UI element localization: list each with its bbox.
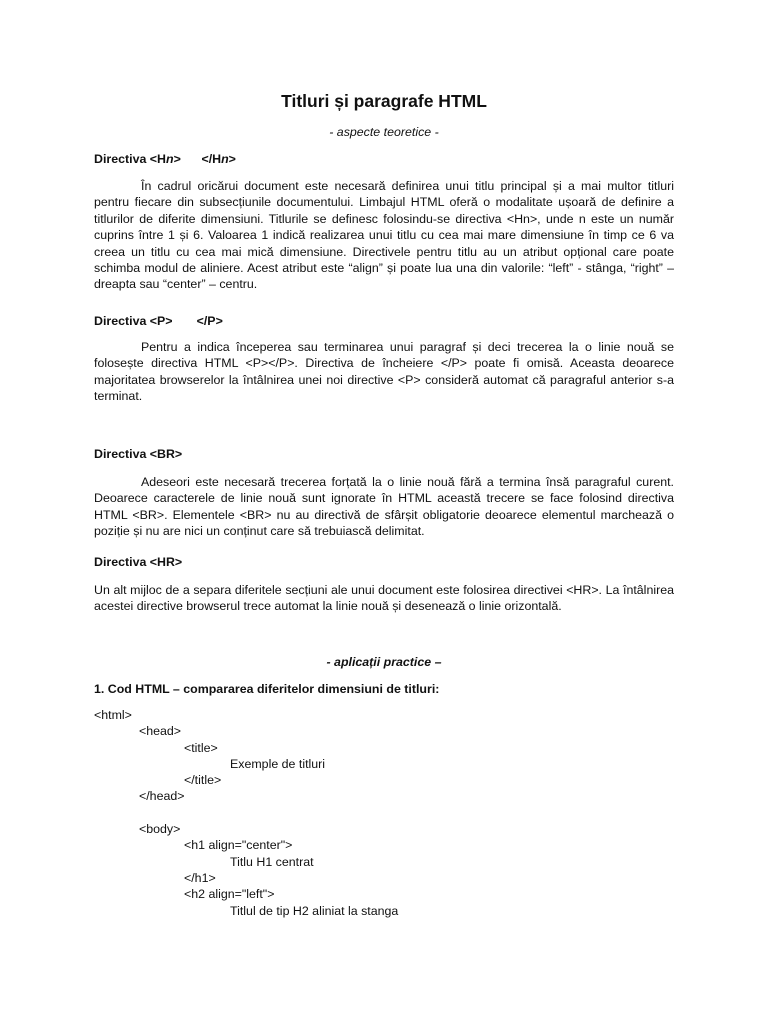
section-heading-p: Directiva <P> </P> [94, 314, 223, 328]
section-paragraph-hn: În cadrul oricărui document este necesară definirea unui titlu principal și a mai multor titluri pentru fiecare din subsecțiunile documentului. Limbajul HTML oferă o modalitate ușoară de definire a titlurilor de diferite dimensiuni. Titlurile se definesc folosindu-se directiva <Hn>, unde n este un număr cuprins între 1 și 6. Valoarea 1 indică realizarea unui titlu cu cea mai mare dimensiune în timp ce 6 va creea un titlu cu cea mai mică dimensiune. Directivele pentru titlu au un atribut opțional care poate schimba modul de aliniere. Acest atribut este “align” și poate lua una din valorile: “left” - stânga, “right” – dreapta sau “center” – centru. [94, 179, 674, 292]
section-heading-hr: Directiva <HR> [94, 555, 183, 569]
code-line [94, 805, 674, 821]
code-line: <title> [184, 740, 218, 755]
heading-var: n [221, 152, 229, 166]
code-line: Titlu H1 centrat [230, 854, 314, 869]
example-heading: 1. Cod HTML – compararea diferitelor dimensiuni de titluri: [94, 682, 440, 696]
section-heading-hn [94, 151, 236, 167]
section-paragraph-hr: Un alt mijloc de a separa diferitele secțiuni ale unui document este folosirea directivei <HR>. La întâlnirea acestei directive browserul trece automat la linie nouă și desenează o linie orizontală. [94, 583, 674, 614]
document-title: Titluri și paragrafe HTML [281, 91, 487, 111]
section-heading-br: Directiva <BR> [94, 447, 183, 461]
code-line: </head> [139, 789, 185, 804]
code-line: <h1 align="center"> [184, 838, 293, 853]
heading-part: > </H [173, 152, 222, 166]
code-line: Titlul de tip H2 aliniat la stanga [230, 903, 399, 918]
code-block [94, 707, 674, 919]
code-line: <head> [139, 724, 182, 739]
heading-part: Directiva <H [94, 152, 166, 166]
code-line: </h1> [184, 870, 216, 885]
document-subtitle: - aspecte teoretice - [329, 125, 439, 139]
heading-part: > [228, 152, 236, 166]
code-line: <body> [139, 822, 181, 837]
code-line: <h2 align="left"> [184, 887, 275, 902]
heading-var: n [165, 152, 174, 166]
code-line: Exemple de titluri [230, 756, 326, 771]
section-paragraph-br: Adeseori este necesară trecerea forțată la o linie nouă fără a termina însă paragraful curent. Deoarece caracterele de linie nouă sunt ignorate în HTML această trecere se face folosind directiva HTML <BR>. Elementele <BR> nu au directivă de sfârșit obligatorie deoarece elementul marchează o poziție și nu are nici un conținut care să trebuiască delimitat. [94, 475, 674, 539]
section-paragraph-p: Pentru a indica începerea sau terminarea unui paragraf și deci trecerea la o linie nouă se folosește directiva HTML <P></P>. Directiva de încheiere </P> poate fi omisă. Aceasta deoarece majoritatea browserelor la întâlnirea unei noi directive <P> consideră automat că paragraful anterior s-a terminat. [94, 340, 674, 404]
code-line: <html> [94, 708, 132, 722]
code-line: </title> [184, 773, 222, 788]
practice-heading: - aplicații practice – [326, 655, 442, 669]
